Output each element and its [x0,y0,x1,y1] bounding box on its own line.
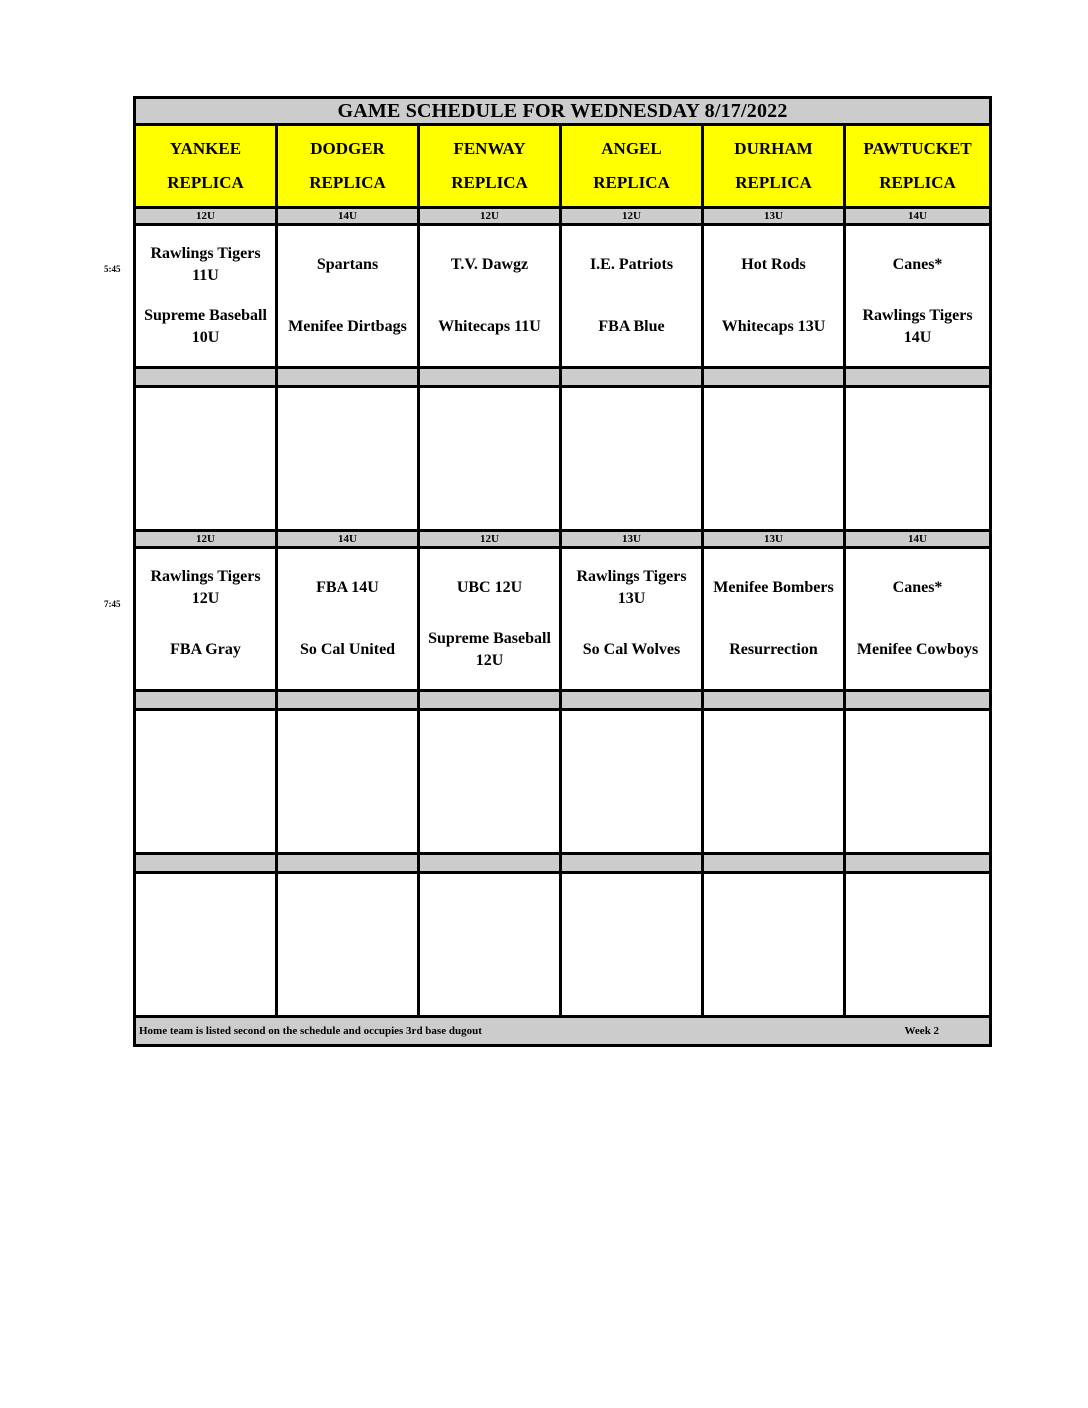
age-label: 12U [561,208,703,225]
empty-cell [845,710,991,854]
age-label: 14U [845,208,991,225]
home-team-note: Home team is listed second on the schedule and occupies 3rd base dugout [139,1025,482,1037]
field-header-yankee [135,125,277,208]
spacer-cell [845,854,991,873]
spacer-cell [703,691,845,710]
away-team: Hot Rods [741,256,806,273]
footer-row [135,1017,991,1046]
spacer-cell [845,368,991,387]
age-label: 14U [277,208,419,225]
home-team: So Cal Wolves [582,641,681,658]
home-team: Whitecaps 13U [721,318,826,335]
game-cell [419,548,561,691]
game-cell [561,548,703,691]
game-cell [703,225,845,368]
spacer-cell [419,854,561,873]
empty-cell [703,387,845,531]
away-team: Menifee Bombers [713,579,834,596]
field-sub: REPLICA [879,173,956,192]
spacer-cell [561,854,703,873]
empty-cell [419,710,561,854]
field-name: YANKEE [169,139,242,158]
game-cell [845,225,991,368]
spacer-cell [419,368,561,387]
time-label-slot-1: 5:45 [104,264,121,274]
game-cell [135,548,277,691]
schedule-table [133,96,992,1047]
empty-cell [561,387,703,531]
away-team: UBC 12U [456,579,523,596]
empty-cell [135,710,277,854]
home-team: Menifee Dirtbags [288,318,407,335]
empty-cell [135,873,277,1017]
game-cell [845,548,991,691]
age-label: 13U [703,208,845,225]
field-sub: REPLICA [735,173,812,192]
spacer-cell [419,691,561,710]
empty-cell [277,710,419,854]
home-team: Rawlings Tigers 14U [862,307,973,346]
age-label: 13U [561,531,703,548]
footer-cell [135,1017,991,1046]
spacer-row [135,854,991,873]
empty-game-row [135,710,991,854]
game-cell [277,548,419,691]
age-label: 14U [845,531,991,548]
field-name: PAWTUCKET [863,139,972,158]
field-header-fenway [419,125,561,208]
spacer-cell [703,368,845,387]
home-team: Whitecaps 11U [438,318,541,335]
field-sub: REPLICA [167,173,244,192]
week-label: Week 2 [904,1025,940,1037]
away-team: FBA 14U [316,579,379,596]
field-name: DODGER [310,139,385,158]
spacer-cell [703,854,845,873]
away-team: Rawlings Tigers 11U [150,245,261,284]
field-header-durham [703,125,845,208]
field-header-angel [561,125,703,208]
empty-cell [561,710,703,854]
age-label: 14U [277,531,419,548]
field-header-dodger [277,125,419,208]
empty-cell [135,387,277,531]
field-sub: REPLICA [451,173,528,192]
home-team: So Cal United [299,641,396,658]
empty-cell [561,873,703,1017]
age-label: 12U [135,208,277,225]
field-sub: REPLICA [309,173,386,192]
empty-game-row [135,387,991,531]
game-cell [703,548,845,691]
age-row-slot-1 [135,208,991,225]
time-label-slot-2: 7:45 [104,599,121,609]
home-team: Resurrection [729,641,818,658]
age-label: 12U [419,208,561,225]
spacer-cell [135,854,277,873]
home-team: Supreme Baseball 12U [428,630,551,669]
home-team: Supreme Baseball 10U [144,307,267,346]
home-team: FBA Blue [598,318,665,335]
away-team: Canes* [892,579,943,596]
spacer-cell [277,368,419,387]
field-header-row [135,125,991,208]
game-cell [135,225,277,368]
empty-cell [419,387,561,531]
spacer-cell [277,691,419,710]
away-team: Canes* [892,256,943,273]
game-row-slot-1 [135,225,991,368]
empty-cell [845,387,991,531]
empty-cell [277,873,419,1017]
age-row-slot-2 [135,531,991,548]
field-name: DURHAM [734,139,813,158]
spacer-cell [135,691,277,710]
empty-cell [277,387,419,531]
away-team: Rawlings Tigers 13U [576,568,687,607]
spacer-cell [561,368,703,387]
game-cell [277,225,419,368]
spacer-cell [277,854,419,873]
field-header-pawtucket [845,125,991,208]
game-cell [419,225,561,368]
spacer-row [135,368,991,387]
field-name: FENWAY [453,139,526,158]
age-label: 12U [419,531,561,548]
game-row-slot-2 [135,548,991,691]
game-cell [561,225,703,368]
field-name: ANGEL [601,139,662,158]
home-team: FBA Gray [170,641,241,658]
spacer-row [135,691,991,710]
empty-game-row [135,873,991,1017]
away-team: Spartans [316,256,379,273]
schedule-title: GAME SCHEDULE FOR WEDNESDAY 8/17/2022 [135,98,991,125]
empty-cell [845,873,991,1017]
spacer-cell [561,691,703,710]
spacer-cell [135,368,277,387]
away-team: Rawlings Tigers 12U [150,568,261,607]
age-label: 12U [135,531,277,548]
spacer-cell [845,691,991,710]
empty-cell [703,710,845,854]
away-team: T.V. Dawgz [450,256,529,273]
field-sub: REPLICA [593,173,670,192]
age-label: 13U [703,531,845,548]
title-row [135,98,991,125]
empty-cell [419,873,561,1017]
empty-cell [703,873,845,1017]
home-team: Menifee Cowboys [856,641,979,658]
away-team: I.E. Patriots [589,256,674,273]
